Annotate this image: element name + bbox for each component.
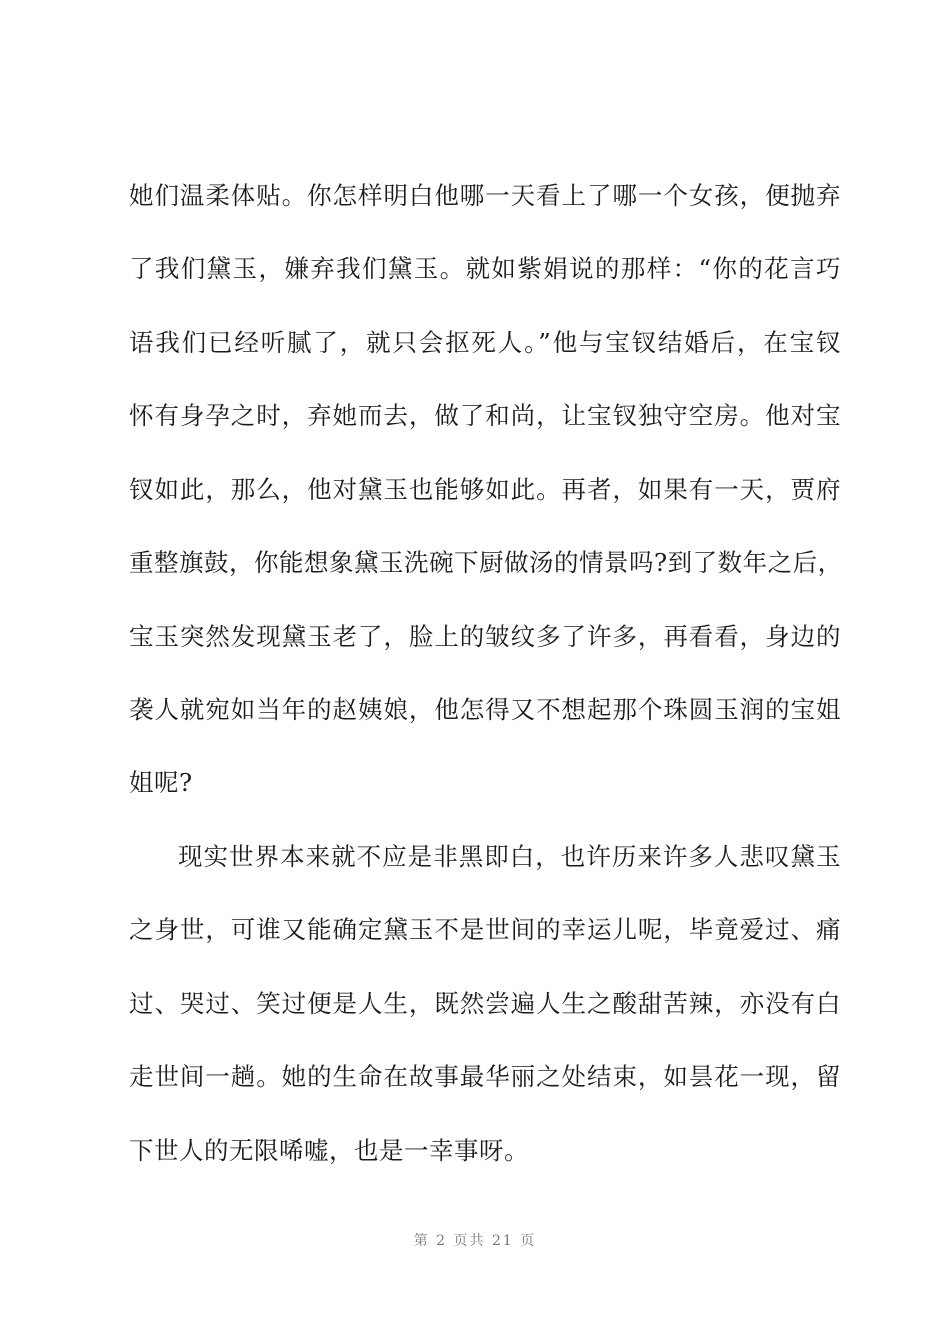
paragraph-2-line-3: 过、哭过、笑过便是人生，既然尝遍人生之酸甜苦辣，亦没有白 [129, 989, 841, 1018]
paragraph-1-line-6: 重整旗鼓，你能想象黛玉洗碗下厨做汤的情景吗?到了数年之后， [129, 548, 843, 577]
paragraph-2-line-2: 之身世，可谁又能确定黛玉不是世间的幸运儿呢，毕竟爱过、痛 [129, 915, 841, 944]
paragraph-1-line-5: 钗如此，那么，他对黛玉也能够如此。再者，如果有一天，贾府 [129, 475, 841, 504]
paragraph-1-line-1: 她们温柔体贴。你怎样明白他哪一天看上了哪一个女孩，便抛弃 [129, 181, 841, 210]
page-number-footer: 第 2 页共 21 页 [413, 1233, 537, 1249]
paragraph-2-line-4: 走世间一趟。她的生命在故事最华丽之处结束，如昙花一现，留 [129, 1062, 841, 1091]
paragraph-1-line-3: 语我们已经听腻了，就只会抠死人。”他与宝钗结婚后，在宝钗 [129, 328, 841, 357]
paragraph-1-line-9: 姐呢? [129, 768, 193, 797]
paragraph-2-line-1: 现实世界本来就不应是非黑即白，也许历来许多人悲叹黛玉 [178, 842, 841, 871]
paragraph-1-line-8: 袭人就宛如当年的赵姨娘，他怎得又不想起那个珠圆玉润的宝姐 [129, 695, 841, 724]
paragraph-2-line-5: 下世人的无限唏嘘，也是一幸事呀。 [129, 1136, 529, 1165]
paragraph-1-line-4: 怀有身孕之时，弃她而去，做了和尚，让宝钗独守空房。他对宝 [129, 401, 841, 430]
paragraph-1-line-7: 宝玉突然发现黛玉老了，脸上的皱纹多了许多，再看看，身边的 [129, 622, 841, 651]
paragraph-1-line-2: 了我们黛玉，嫌弃我们黛玉。就如紫娟说的那样：“你的花言巧 [129, 254, 841, 283]
